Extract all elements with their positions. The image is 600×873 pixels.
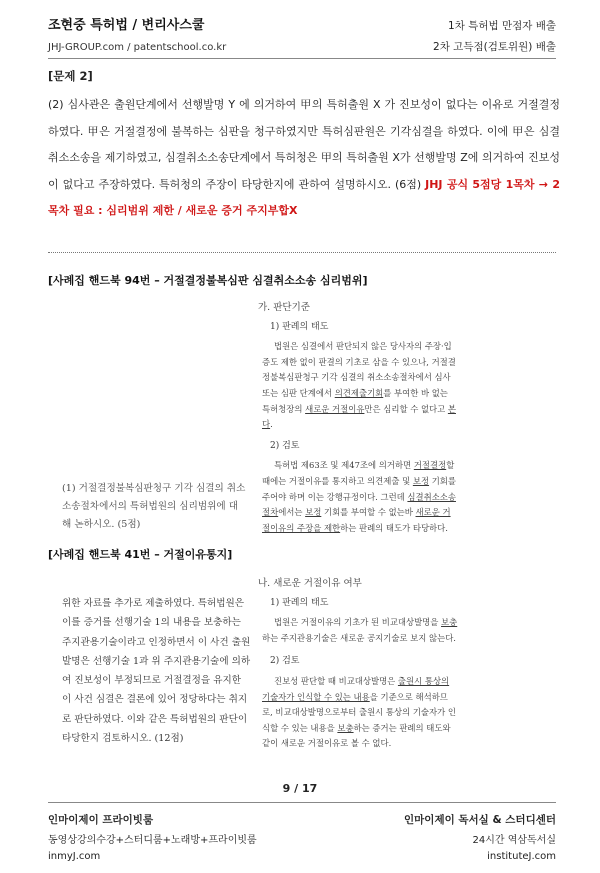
underlined-text: 심결취소소송절차 — [262, 491, 456, 518]
case1-para2 — [262, 458, 458, 536]
text: 특허법 제63조 및 제47조에 의거하면 — [274, 460, 414, 471]
text: 진보성 판단할 때 비교대상발명은 — [274, 675, 398, 686]
text: 하는 주지관용기술은 새로운 공지기술로 보지 않는다. — [262, 632, 456, 643]
header-right-line2: 2차 고득점(검토위원) 배출 — [433, 41, 556, 53]
case2-para2 — [262, 674, 458, 752]
page-header — [48, 14, 556, 54]
underlined-text: 보정 — [305, 507, 322, 518]
underlined-text: 새로운 거절이유 — [305, 403, 365, 414]
section-divider — [48, 252, 556, 253]
underlined-text: 거절결정 — [413, 460, 447, 471]
case1-sub2: 2) 검토 — [270, 440, 300, 451]
text: 기회를 부여할 수 없는바 — [321, 507, 416, 518]
case2-sub1: 1) 판례의 태도 — [270, 597, 329, 608]
text: 에서는 — [278, 507, 306, 518]
case2-sub2: 2) 검토 — [270, 656, 300, 667]
case1-para1 — [262, 339, 458, 433]
footer-left-url[interactable]: inmyJ.com — [48, 851, 101, 862]
case1-sub1: 1) 판례의 태도 — [270, 321, 329, 332]
text: 만은 심리할 수 없다고 — [364, 403, 448, 414]
underlined-text: 출원시 통상의 기술자가 인식할 수 있는 내용 — [262, 675, 450, 702]
text: 기회를 주어야 하며 이는 강행규정이다. 그런데 — [262, 475, 456, 502]
footer-right-title: 인마이제이 독서실 & 스터디센터 — [404, 814, 556, 826]
footer-left-title: 인마이제이 프라이빗룸 — [48, 814, 154, 826]
problem-body — [48, 92, 560, 225]
header-title: 조현중 특허법 / 변리사스쿨 — [48, 18, 205, 33]
problem-highlight: JHJ 공식 5점당 1목차 → 2목차 필요 : 심리범위 제한 / 새로운 증거 주지부합X — [48, 177, 560, 217]
case2-heading: 나. 새로운 거절이유 여부 — [258, 578, 362, 589]
case2-title: [사례집 핸드북 41번 – 거절이유통지] — [48, 548, 233, 561]
text: 을 기준으로 해석하므로, 비교대상발명으로부터 출원시 통상의 기술자가 인식할 수 있는 내용을 — [262, 691, 456, 733]
problem-text: (2) 심사관은 출원단계에서 선행발명 Y 에 의거하여 甲의 특허출원 X 가 진보성이 없다는 이유로 거절결정하였다. 甲은 거절결정에 불복하는 심판을 청구하였지만 특허심판원은 기각심결을 하였다. 이에 甲은 심결취소소송을 제기하였고, 심결취소소송단계에서 특허청은 甲의 특허출원 X가 선행발명 Z에 의거하여 진보성이 없다고 주장하였다. 특허청의 주장이 타당한지에 관하여 설명하시오. (6점) — [48, 98, 560, 191]
text: 법원은 거절이유의 기초가 된 비교대상발명을 — [274, 617, 442, 628]
underlined-text: 보정 — [412, 475, 430, 486]
text: 하는 증거는 판례의 태도와 같이 새로운 거절이유로 볼 수 없다. — [262, 722, 451, 749]
underlined-text: 의견제출기회 — [334, 387, 384, 398]
text: 할 때에는 거절이유를 통지하고 의견제출 및 — [262, 460, 455, 486]
case2-para1 — [262, 615, 458, 646]
text: 하는 판례의 태도가 타당하다. — [340, 522, 448, 533]
underlined-text: 보충 — [441, 617, 458, 628]
footer-left-subtitle: 동영상강의수강+스터디룸+노래방+프라이빗룸 — [48, 835, 257, 846]
footer-divider — [48, 802, 556, 803]
case1-title: [사례집 핸드북 94번 – 거절결정불복심판 심결취소소송 심리범위] — [48, 274, 368, 287]
case1-question: (1) 거절결정불복심판청구 기각 심결의 취소소송절차에서의 특허법원의 심리범위에 대해 논하시오. (5점) — [62, 483, 246, 530]
underlined-text: 새로운 거절이유의 주장을 제한 — [262, 507, 451, 533]
problem-label: [문제 2] — [48, 69, 93, 83]
text: 법원은 심결에서 판단되지 않은 당사자의 주장·입증도 제한 없이 판결의 기초로 삼을 수 있으나, 거절결정불복심판청구 기각 심결의 취소소송절차에서 심사 또는 심판 단계에서 — [262, 341, 456, 398]
footer-right-subtitle: 24시간 역삼독서실 — [472, 835, 556, 846]
header-right-line1: 1차 특허법 만점자 배출 — [448, 20, 556, 32]
case2-question: 위한 자료를 추가로 제출하였다. 특허법원은 이를 증거를 선행기술 1의 내용을 보충하는 주지관용기술이라고 인정하면서 이 사건 출원발명은 선행기술 1과 위 주지관용기술에 의하여 진보성이 부정되므로 거절결정을 유지한 이 사건 심결은 결론에 있어 정당하다는 취지로 판단하였다. 이와 같은 특허법원의 판단이 타당한지 검토하시오. (12점) — [62, 598, 251, 745]
underlined-text: 본다 — [262, 403, 456, 430]
case1-answer — [258, 300, 458, 536]
text: 를 부여한 바 없는 특허청장의 — [262, 387, 448, 414]
footer-right-url[interactable]: instituteJ.com — [487, 851, 556, 862]
header-divider — [48, 58, 556, 59]
page-number: 9 / 17 — [282, 782, 318, 795]
case2-answer — [258, 576, 458, 752]
underlined-text: 보충 — [337, 722, 354, 733]
text: . — [270, 419, 273, 430]
case1-heading: 가. 판단기준 — [258, 302, 310, 313]
header-subtitle: JHJ-GROUP.com / patentschool.co.kr — [48, 42, 227, 53]
